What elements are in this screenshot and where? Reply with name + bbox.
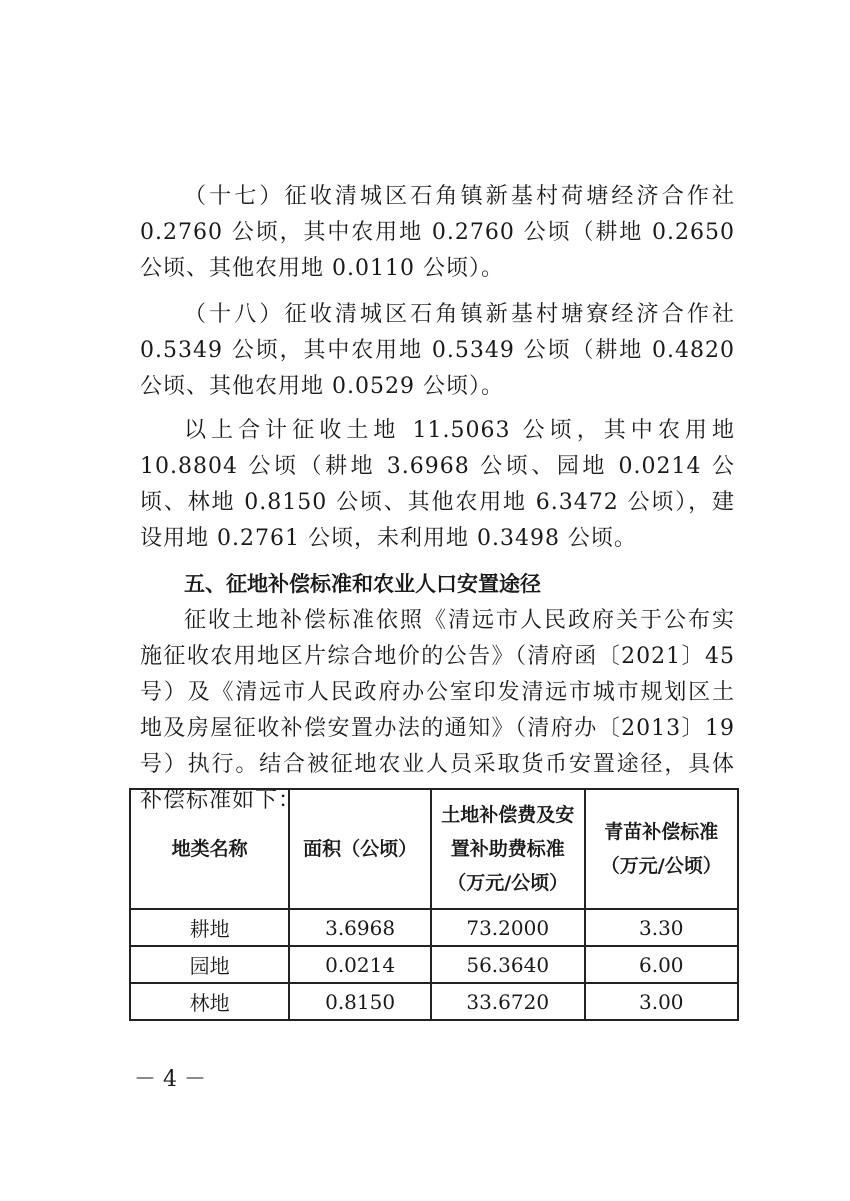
cell-land-compensation: 56.3640	[431, 946, 585, 983]
cell-land-compensation: 33.6720	[431, 983, 585, 1020]
header-crop-compensation: 青苗补偿标准（万元/公顷）	[585, 789, 738, 909]
cell-land-type: 园地	[130, 946, 289, 983]
paragraph-compensation-basis: 征收土地补偿标准依照《清远市人民政府关于公布实施征收农用地区片综合地价的公告》（清府函〔2021〕45 号）及《清远市人民政府办公室印发清远市城市规划区土地及房屋征收补偿安置办法的通知》（清府办〔2013〕19 号）执行。结合被征地农业人员采取货币安置途径，具体补偿标准如下：	[140, 608, 735, 813]
cell-area: 3.6968	[289, 909, 431, 946]
table-row	[130, 909, 738, 946]
section-heading: 五、征地补偿标准和农业人口安置途径	[184, 572, 541, 596]
paragraph-item-18: （十八）征收清城区石角镇新基村塘寮经济合作社 0.5349 公顷，其中农用地 0.5349 公顷（耕地 0.4820 公顷、其他农用地 0.0529 公顷）。	[140, 302, 735, 399]
cell-land-type: 林地	[130, 983, 289, 1020]
cell-area: 0.0214	[289, 946, 431, 983]
cell-crop-compensation: 3.00	[585, 983, 738, 1020]
cell-crop-compensation: 3.30	[585, 909, 738, 946]
cell-land-compensation: 73.2000	[431, 909, 585, 946]
cell-area: 0.8150	[289, 983, 431, 1020]
cell-crop-compensation: 6.00	[585, 946, 738, 983]
cell-land-type: 耕地	[130, 909, 289, 946]
paragraph-total: 以上合计征收土地 11.5063 公顷，其中农用地 10.8804 公顷（耕地 3.6968 公顷、园地 0.0214 公顷、林地 0.8150 公顷、其他农用地 6.3472 公顷），建设用地 0.2761 公顷，未利用地 0.3498 公顷。	[140, 418, 735, 551]
compensation-table	[129, 788, 739, 1021]
header-land-type: 地类名称	[130, 789, 289, 909]
paragraph-item-17: （十七）征收清城区石角镇新基村荷塘经济合作社 0.2760 公顷，其中农用地 0.2760 公顷（耕地 0.2650 公顷、其他农用地 0.0110 公顷）。	[140, 184, 735, 281]
table-header-row	[130, 789, 738, 909]
page-number: － 4 －	[134, 1067, 206, 1092]
header-land-compensation: 土地补偿费及安置补助费标准（万元/公顷）	[431, 789, 585, 909]
header-area: 面积（公顷）	[289, 789, 431, 909]
table-row	[130, 946, 738, 983]
table-row	[130, 983, 738, 1020]
